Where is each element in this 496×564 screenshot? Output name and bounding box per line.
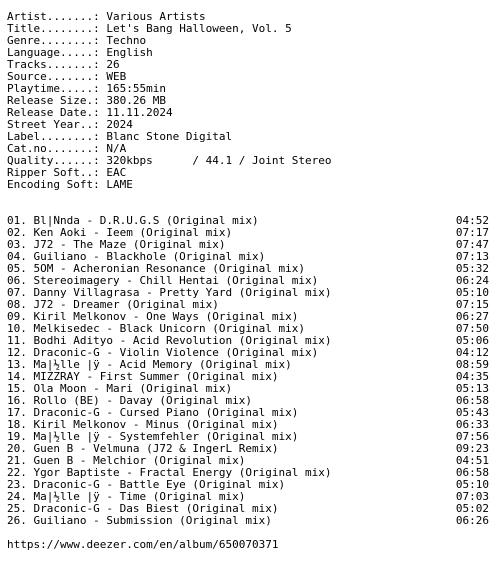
track-title: 16. Rollo (BE) - Davay (Original mix) xyxy=(7,395,253,407)
info-value: WEB xyxy=(106,71,127,83)
track-title: 01. Bl|Ñnda - D.R.U.G.S (Original mix) xyxy=(7,215,259,227)
track-row xyxy=(7,227,489,239)
track-duration: 06:58 xyxy=(455,395,489,407)
track-duration: 04:52 xyxy=(455,215,489,227)
track-row xyxy=(7,491,489,503)
track-duration: 07:47 xyxy=(455,239,489,251)
track-duration: 07:56 xyxy=(455,431,489,443)
info-key: Cat.no.......: xyxy=(7,143,100,155)
info-row xyxy=(7,179,489,191)
track-row xyxy=(7,395,489,407)
track-title: 11. Bodhi Adityo - Acid Revolution (Original mix) xyxy=(7,335,332,347)
track-row xyxy=(7,371,489,383)
track-duration: 06:33 xyxy=(455,419,489,431)
track-row xyxy=(7,431,489,443)
track-title: 07. Danny Villagrasa - Pretty Yard (Original mix) xyxy=(7,287,332,299)
track-row xyxy=(7,347,489,359)
info-value: Let's Bang Halloween, Vol. 5 xyxy=(106,23,292,35)
info-row xyxy=(7,59,489,71)
track-row xyxy=(7,323,489,335)
info-value: EAC xyxy=(106,167,127,179)
album-url[interactable]: https://www.deezer.com/en/album/650070371 xyxy=(7,538,279,551)
info-key: Label........: xyxy=(7,131,100,143)
track-duration: 07:03 xyxy=(455,491,489,503)
track-duration: 07:13 xyxy=(455,251,489,263)
info-value: 2024 xyxy=(106,119,133,131)
track-title: 14. MIZZRAY - First Summer (Original mix) xyxy=(7,371,279,383)
track-title: 25. Draconic-G - Das Biest (Original mix) xyxy=(7,503,279,515)
track-duration: 07:15 xyxy=(455,299,489,311)
info-key: Release Date.: xyxy=(7,107,100,119)
track-row xyxy=(7,443,489,455)
info-value: 11.11.2024 xyxy=(106,107,173,119)
track-duration: 05:32 xyxy=(455,263,489,275)
track-title: 22. Ygor Baptiste - Fractal Energy (Original mix) xyxy=(7,467,332,479)
track-title: 06. Stereoimagery - Chill Hentai (Original mix) xyxy=(7,275,319,287)
info-value: Various Artists xyxy=(106,11,206,23)
track-title: 13. Ma|½lle |ÿ - Acid Memory (Original mix) xyxy=(7,359,292,371)
track-row xyxy=(7,335,489,347)
track-title: 20. Guen B - Velmuna (J72 & IngerL Remix) xyxy=(7,443,279,455)
track-row xyxy=(7,287,489,299)
track-row xyxy=(7,455,489,467)
track-title: 26. Guiliano - Submission (Original mix) xyxy=(7,515,272,527)
track-row xyxy=(7,407,489,419)
track-title: 05. 5OM - Acheronian Resonance (Original mix) xyxy=(7,263,306,275)
track-row xyxy=(7,263,489,275)
info-row xyxy=(7,107,489,119)
track-duration: 05:43 xyxy=(455,407,489,419)
track-title: 09. Kiril Melkonov - One Ways (Original mix) xyxy=(7,311,299,323)
info-row xyxy=(7,143,489,155)
track-row xyxy=(7,515,489,527)
info-value: 380.26 MB xyxy=(106,95,166,107)
track-duration: 04:35 xyxy=(455,371,489,383)
track-duration: 07:17 xyxy=(455,227,489,239)
info-key: Release Size.: xyxy=(7,95,100,107)
info-value: Techno xyxy=(106,35,147,47)
track-duration: 04:51 xyxy=(455,455,489,467)
info-row xyxy=(7,47,489,59)
info-key: Artist.......: xyxy=(7,11,100,23)
track-title: 15. Ola Moon - Mari (Original mix) xyxy=(7,383,233,395)
track-title: 12. Draconic-G - Violin Violence (Original mix) xyxy=(7,347,319,359)
track-duration: 05:02 xyxy=(455,503,489,515)
track-row xyxy=(7,251,489,263)
track-title: 17. Draconic-G - Cursed Piano (Original mix) xyxy=(7,407,299,419)
info-row xyxy=(7,83,489,95)
info-row xyxy=(7,95,489,107)
track-duration: 06:58 xyxy=(455,467,489,479)
track-title: 10. Melkisedec - Black Unicorn (Original mix) xyxy=(7,323,306,335)
info-value: 320kbps / 44.1 / Joint Stereo xyxy=(106,155,332,167)
track-duration: 05:10 xyxy=(455,479,489,491)
info-key: Source.......: xyxy=(7,71,100,83)
track-title: 08. J72 - Dreamer (Original mix) xyxy=(7,299,219,311)
track-row xyxy=(7,275,489,287)
info-key: Ripper Soft..: xyxy=(7,167,100,179)
info-key: Quality......: xyxy=(7,155,100,167)
track-duration: 09:23 xyxy=(455,443,489,455)
track-row xyxy=(7,467,489,479)
info-row xyxy=(7,167,489,179)
info-row xyxy=(7,71,489,83)
track-row xyxy=(7,299,489,311)
info-row xyxy=(7,119,489,131)
track-row xyxy=(7,419,489,431)
info-row xyxy=(7,131,489,143)
info-value: English xyxy=(106,47,153,59)
info-key: Title........: xyxy=(7,23,100,35)
track-duration: 06:26 xyxy=(455,515,489,527)
info-value: LAME xyxy=(106,179,133,191)
info-key: Genre........: xyxy=(7,35,100,47)
track-title: 18. Kiril Melkonov - Minus (Original mix) xyxy=(7,419,279,431)
info-key: Encoding Soft: xyxy=(7,179,100,191)
track-duration: 07:50 xyxy=(455,323,489,335)
track-row xyxy=(7,239,489,251)
track-duration: 06:27 xyxy=(455,311,489,323)
info-key: Language.....: xyxy=(7,47,100,59)
track-row xyxy=(7,311,489,323)
info-value: 26 xyxy=(106,59,120,71)
track-row xyxy=(7,479,489,491)
nfo-document xyxy=(7,11,489,551)
track-title: 19. Ma|½lle |ÿ - Systemfehler (Original mix) xyxy=(7,431,299,443)
info-row xyxy=(7,35,489,47)
track-duration: 05:13 xyxy=(455,383,489,395)
info-key: Street Year..: xyxy=(7,119,100,131)
tracklist xyxy=(7,215,489,527)
track-row xyxy=(7,383,489,395)
info-key: Playtime.....: xyxy=(7,83,100,95)
track-duration: 05:06 xyxy=(455,335,489,347)
track-title: 04. Guiliano - Blackhole (Original mix) xyxy=(7,251,266,263)
info-value: N/A xyxy=(106,143,127,155)
track-duration: 05:10 xyxy=(455,287,489,299)
info-value: 165:55min xyxy=(106,83,166,95)
track-title: 24. Ma|½lle |ÿ - Time (Original mix) xyxy=(7,491,246,503)
track-row xyxy=(7,359,489,371)
info-row xyxy=(7,11,489,23)
track-row xyxy=(7,503,489,515)
track-duration: 04:12 xyxy=(455,347,489,359)
track-title: 21. Guen B - Melchior (Original mix) xyxy=(7,455,246,467)
track-duration: 06:24 xyxy=(455,275,489,287)
track-row xyxy=(7,215,489,227)
spacer xyxy=(7,191,489,215)
info-row xyxy=(7,155,489,167)
track-title: 02. Ken Aoki - Ieem (Original mix) xyxy=(7,227,233,239)
track-title: 03. J72 - The Maze (Original mix) xyxy=(7,239,226,251)
info-value: Blanc Stone Digital xyxy=(106,131,233,143)
release-info-block xyxy=(7,11,489,191)
track-duration: 08:59 xyxy=(455,359,489,371)
track-title: 23. Draconic-G - Battle Eye (Original mix) xyxy=(7,479,286,491)
info-key: Tracks.......: xyxy=(7,59,100,71)
info-row xyxy=(7,23,489,35)
